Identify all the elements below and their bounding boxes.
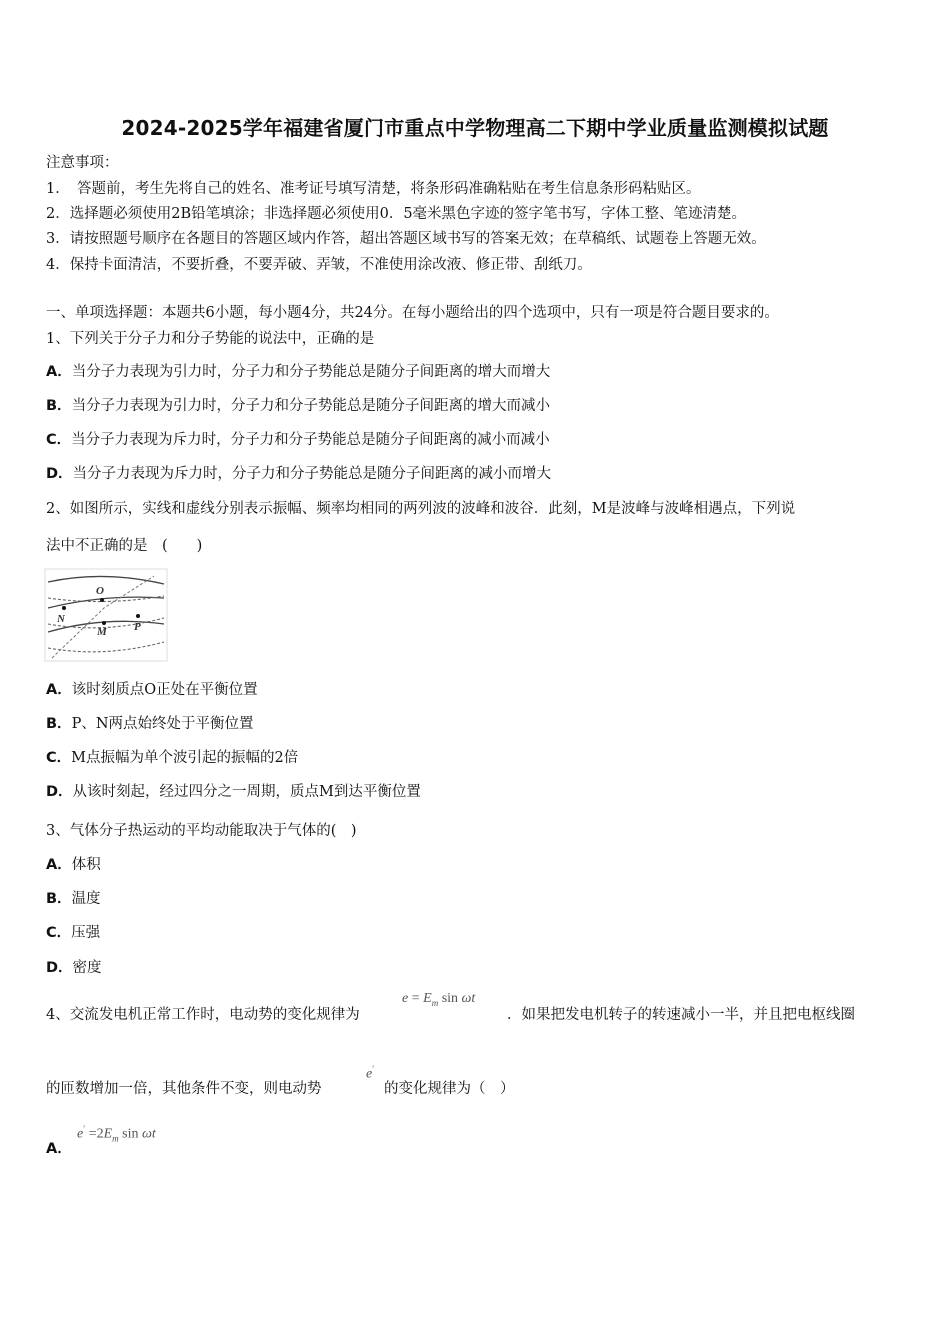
option-label: A． xyxy=(46,364,72,380)
notice-item-2: 2．选择题必须使用2B铅笔填涂；非选择题必须使用0．5毫米黑色字迹的签字笔书写，字体工整、笔迹清楚。 xyxy=(46,206,747,222)
notice-item-4: 4．保持卡面清洁，不要折叠，不要弄破、弄皱，不准使用涂改液、修正带、刮纸刀。 xyxy=(46,257,592,273)
q3-option-a xyxy=(46,853,101,874)
q4-option-a-formula xyxy=(77,1124,156,1143)
trough-line-3 xyxy=(48,642,164,652)
q2-option-b xyxy=(46,712,254,733)
formula-prime: ′ xyxy=(83,1124,86,1134)
formula-eq: = xyxy=(411,991,420,1006)
q4-stem-line2-part2: 的变化规律为（ ） xyxy=(384,1081,515,1097)
option-label: D． xyxy=(46,960,73,976)
option-label: A． xyxy=(46,1141,72,1157)
point-p-label: P xyxy=(134,621,141,633)
formula-fn: sin xyxy=(122,1126,139,1142)
q2-option-d xyxy=(46,780,421,801)
q3-option-c xyxy=(46,921,100,942)
point-n-dot xyxy=(62,606,66,610)
q4-formula-eprime xyxy=(366,1064,374,1083)
formula-e: e xyxy=(77,1126,84,1142)
option-text: M点振幅为单个波引起的振幅的2倍 xyxy=(71,750,299,766)
crest-line-2 xyxy=(48,597,164,608)
q2-stem-line2: 法中不正确的是 ( ) xyxy=(46,538,203,554)
wave-interference-figure xyxy=(44,568,168,662)
point-m-dot xyxy=(102,621,106,625)
formula-prime: ′ xyxy=(372,1064,375,1074)
point-o-label: O xyxy=(96,585,104,597)
q1-option-c xyxy=(46,428,550,449)
option-text: 当分子力表现为引力时，分子力和分子势能总是随分子间距离的增大而增大 xyxy=(71,364,551,380)
formula-sub: m xyxy=(112,1133,119,1144)
notice-item-1: 1． 答题前，考生先将自己的姓名、准考证号填写清楚，将条形码准确粘贴在考生信息条形码粘贴区。 xyxy=(46,181,701,197)
option-text: 该时刻质点O正处在平衡位置 xyxy=(71,682,258,698)
q4-stem-part2: ．如果把发电机转子的转速减小一半，并且把电枢线圈 xyxy=(507,1007,855,1023)
option-text: P、N两点始终处于平衡位置 xyxy=(71,716,254,732)
option-label: C． xyxy=(46,750,72,766)
q2-stem-line1: 2、如图所示，实线和虚线分别表示振幅、频率均相同的两列波的波峰和波谷．此刻，M是波峰与波峰相遇点，下列说 xyxy=(46,501,796,517)
option-label: A． xyxy=(46,682,72,698)
formula-e: e xyxy=(366,1066,373,1082)
page-title: 2024-2025学年福建省厦门市重点中学物理高二下期中学业质量监测模拟试题 xyxy=(121,116,829,140)
option-text: 当分子力表现为引力时，分子力和分子势能总是随分子间距离的增大而减小 xyxy=(71,398,551,414)
option-label: C． xyxy=(46,925,72,941)
q1-option-b xyxy=(46,394,550,415)
q3-option-b xyxy=(46,887,101,908)
point-n-label: N xyxy=(57,613,65,625)
formula-e-cap: E xyxy=(103,1126,113,1142)
formula-eq: =2 xyxy=(88,1126,104,1142)
q4-formula-main xyxy=(402,991,475,1008)
formula-arg: ωt xyxy=(142,1126,156,1142)
section-heading: 一、单项选择题：本题共6小题，每小题4分，共24分。在每小题给出的四个选项中，只有一项是符合题目要求的。 xyxy=(46,305,779,321)
q4-option-a-label xyxy=(46,1137,72,1158)
option-label: D． xyxy=(46,784,73,800)
option-text: 从该时刻起，经过四分之一周期，质点M到达平衡位置 xyxy=(72,784,421,800)
point-o-dot xyxy=(100,598,104,602)
notice-heading: 注意事项： xyxy=(46,155,119,171)
q4-stem-line2-part1: 的匝数增加一倍，其他条件不变，则电动势 xyxy=(46,1081,322,1097)
option-label: B． xyxy=(46,398,72,414)
notice-item-3: 3．请按照题号顺序在各题目的答题区域内作答，超出答题区域书写的答案无效；在草稿纸、试题卷上答题无效。 xyxy=(46,231,766,247)
point-p-dot xyxy=(136,614,140,618)
option-text: 当分子力表现为斥力时，分子力和分子势能总是随分子间距离的减小而增大 xyxy=(72,466,552,482)
q1-stem: 1、下列关于分子力和分子势能的说法中，正确的是 xyxy=(46,331,375,347)
point-m-label: M xyxy=(97,626,107,638)
formula-arg: ωt xyxy=(461,991,476,1006)
option-text: 压强 xyxy=(71,925,101,941)
option-label: B． xyxy=(46,891,72,907)
formula-e: E xyxy=(423,991,432,1006)
q3-stem: 3、气体分子热运动的平均动能取决于气体的( ) xyxy=(46,823,357,839)
option-label: D． xyxy=(46,466,73,482)
option-label: A． xyxy=(46,857,72,873)
formula-sub: m xyxy=(431,997,439,1008)
q2-option-a xyxy=(46,678,258,699)
q2-option-c xyxy=(46,746,298,767)
q1-option-a xyxy=(46,360,550,381)
formula-fn: sin xyxy=(441,991,459,1006)
q3-option-d xyxy=(46,956,102,977)
option-text: 密度 xyxy=(72,960,102,976)
q1-option-d xyxy=(46,462,551,483)
option-text: 体积 xyxy=(71,857,101,873)
option-label: C． xyxy=(46,432,72,448)
option-label: B． xyxy=(46,716,72,732)
option-text: 温度 xyxy=(71,891,101,907)
q4-stem-part1: 4、交流发电机正常工作时，电动势的变化规律为 xyxy=(46,1007,360,1023)
option-text: 当分子力表现为斥力时，分子力和分子势能总是随分子间距离的减小而减小 xyxy=(71,432,550,448)
formula-lhs: e xyxy=(402,991,409,1006)
